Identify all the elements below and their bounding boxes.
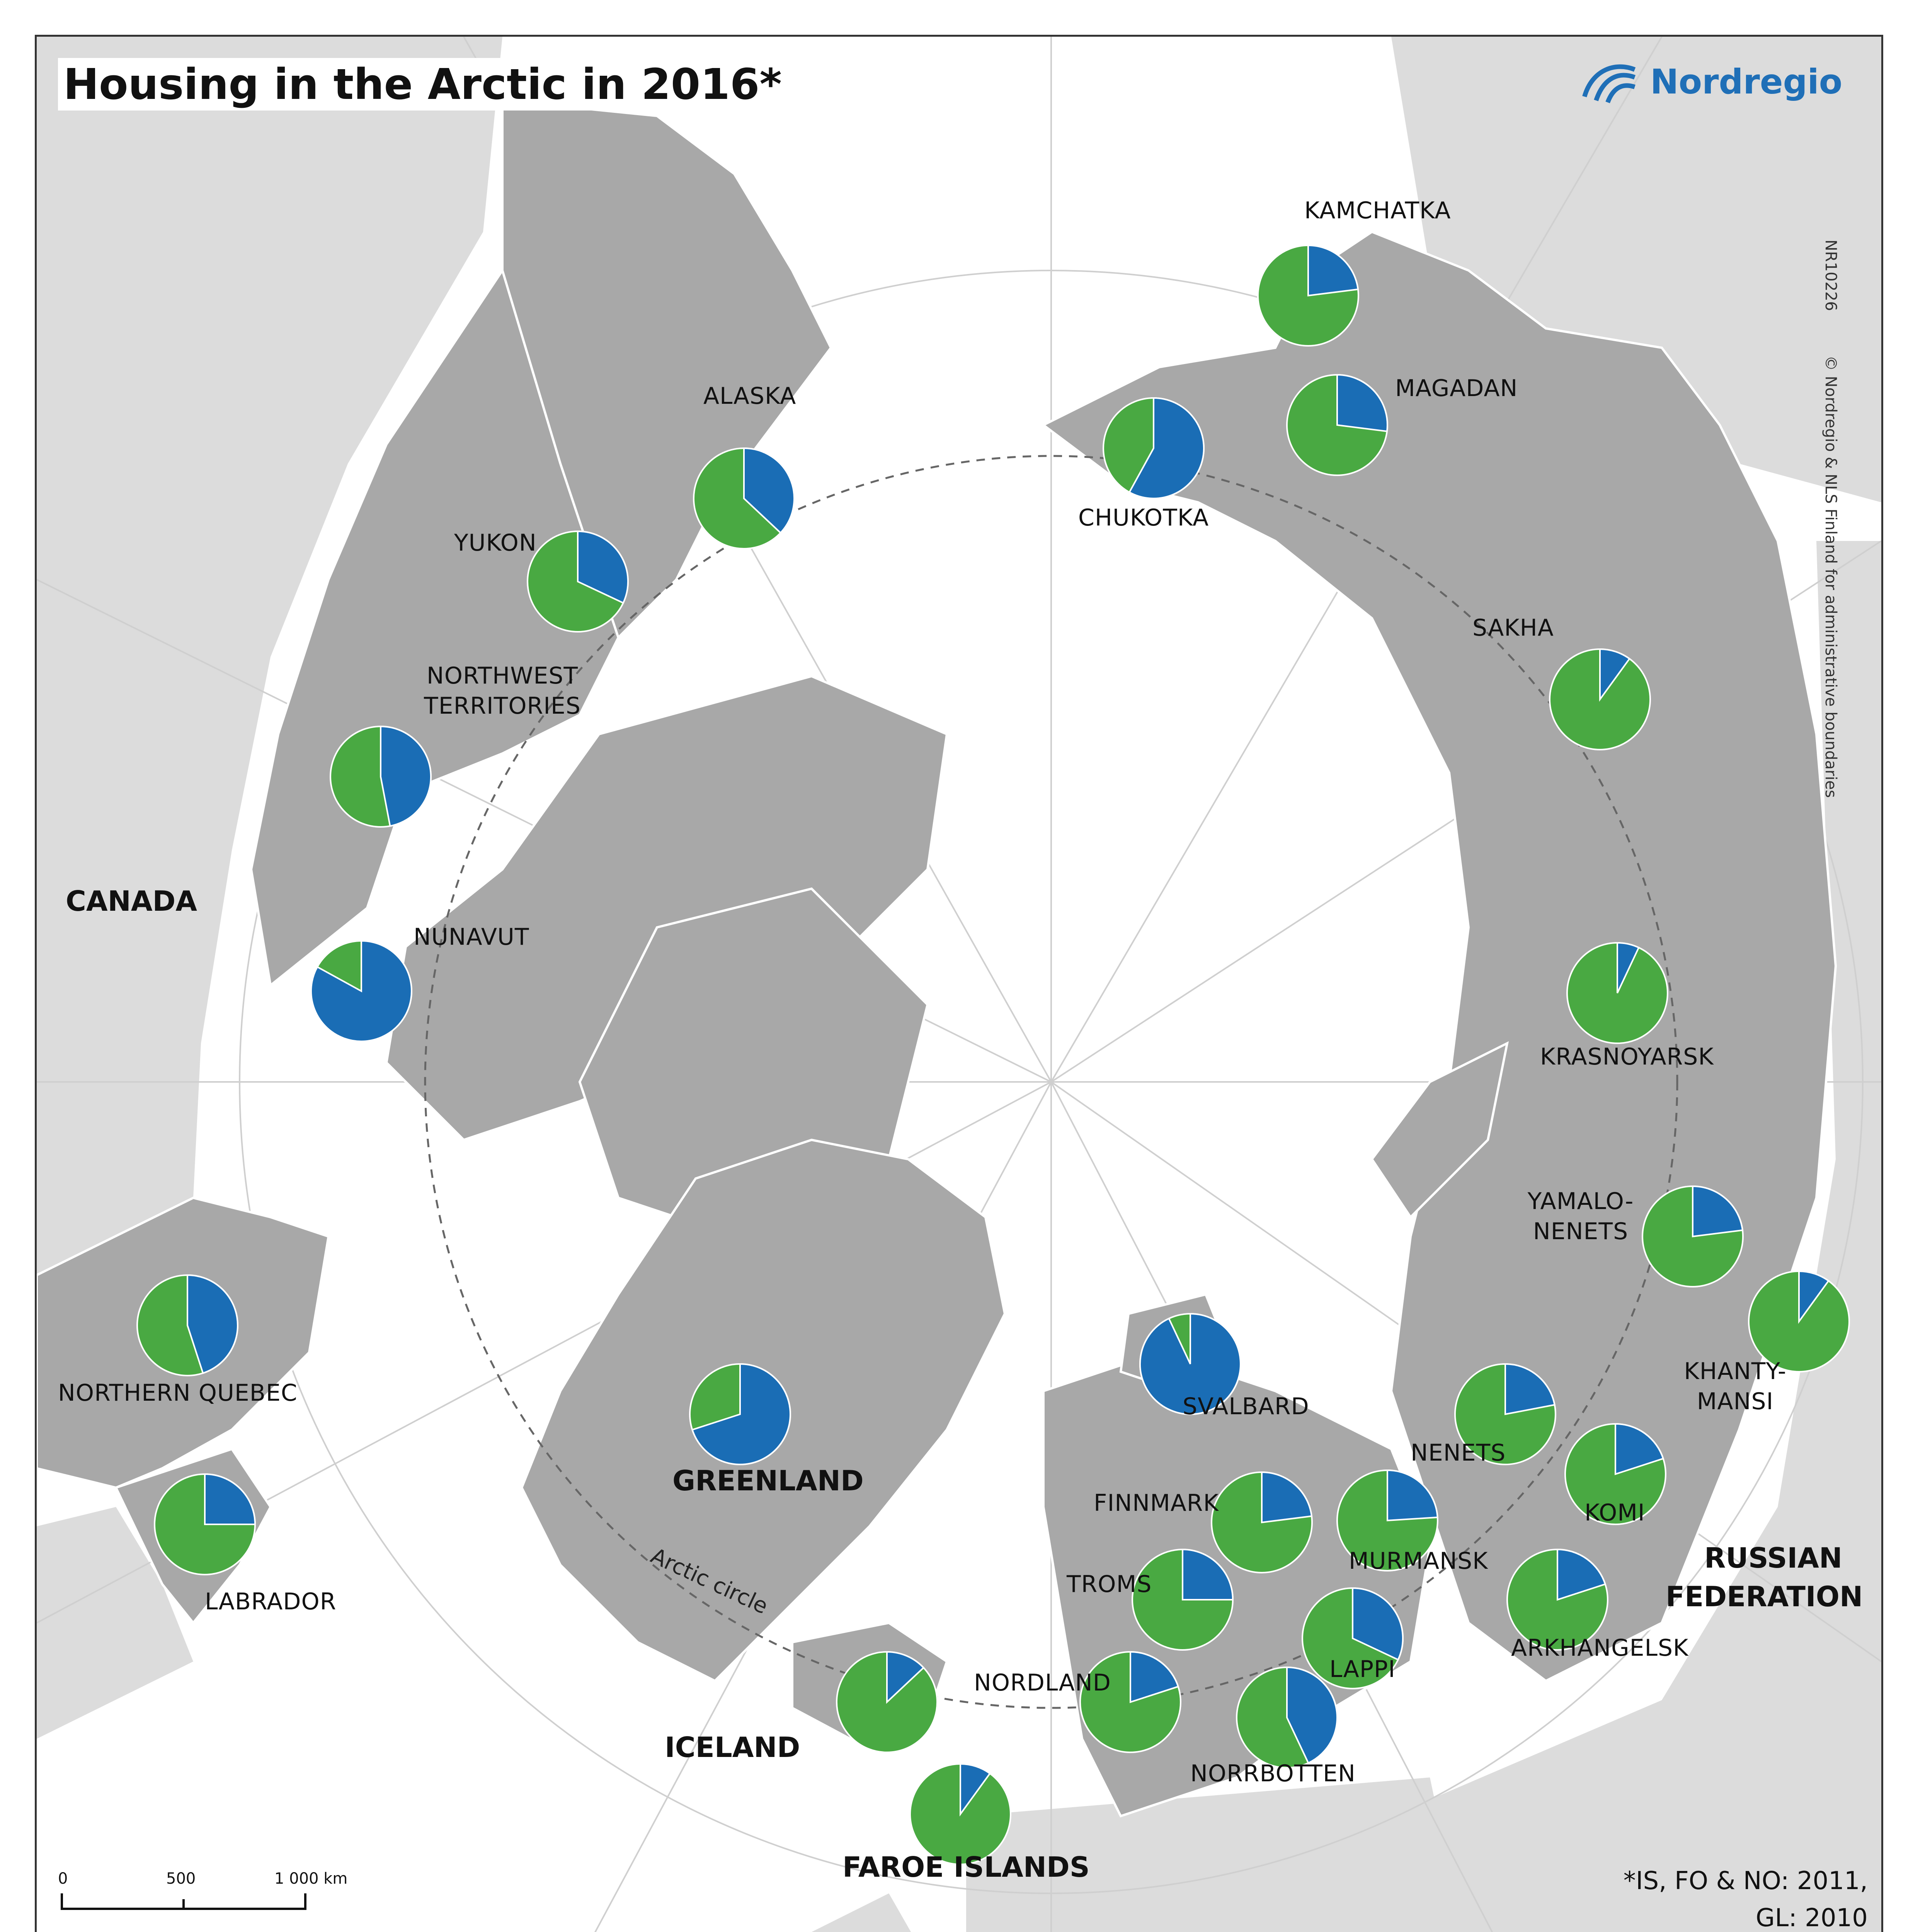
label-labrador: LABRADOR [205,1588,337,1615]
label-sakha: SAKHA [1472,614,1554,641]
label-svalbard: SVALBARD [1183,1393,1309,1420]
label-murmansk: MURMANSK [1349,1548,1488,1575]
label-yukon: YUKON [454,529,537,556]
label-krasnoyarsk: KRASNOYARSK [1540,1043,1714,1070]
label-finnmark: FINNMARK [1094,1490,1219,1517]
logo-text: Nordregio [1650,62,1843,102]
country-label-russia-2: FEDERATION [1666,1580,1863,1613]
scale-label-1000: 1 000 km [274,1870,348,1888]
country-label-iceland: ICELAND [665,1731,800,1764]
scale-label-0: 0 [58,1870,68,1888]
map-title: Housing in the Arctic in 2016* [58,58,787,111]
label-lappi: LAPPI [1329,1656,1396,1683]
label-nordland: NORDLAND [974,1669,1111,1696]
footnote-line-1: *IS, FO & NO: 2011, [1623,1867,1868,1895]
label-khanty: KHANTY-MANSI [1684,1358,1787,1415]
label-kamchatka: KAMCHATKA [1304,197,1451,224]
label-arkhangelsk: ARKHANGELSK [1511,1634,1689,1662]
label-nenets: NENETS [1411,1439,1506,1466]
label-northern-quebec: NORTHERN QUEBEC [58,1379,298,1406]
footnote-line-2: GL: 2010 [1755,1904,1868,1932]
map-code: NR10226 [1822,240,1840,311]
label-chukotka: CHUKOTKA [1078,504,1209,531]
country-label-russia-1: RUSSIAN [1704,1542,1843,1574]
scale-bar [58,1862,348,1924]
label-alaska: ALASKA [703,383,796,410]
label-nwt: NORTHWEST TERRITORIES [424,662,581,719]
label-komi: KOMI [1584,1499,1645,1526]
label-nunavut: NUNAVUT [414,923,529,951]
label-troms: TROMS [1067,1571,1152,1598]
country-label-canada: CANADA [66,885,197,917]
label-norrbotten: NORRBOTTEN [1190,1760,1356,1787]
label-magadan: MAGADAN [1395,375,1518,402]
label-yamalo: YAMALO-NENETS [1527,1188,1634,1245]
credit-text: © Nordregio & NLS Finland for administrative boundaries [1822,355,1840,798]
footnote [1624,1862,1868,1932]
country-label-greenland: GREENLAND [672,1464,864,1497]
country-label-faroe: FAROE ISLANDS [842,1851,1090,1883]
arctic-circle-label: Arctic circle [647,1543,772,1619]
scale-label-500: 500 [166,1870,196,1888]
